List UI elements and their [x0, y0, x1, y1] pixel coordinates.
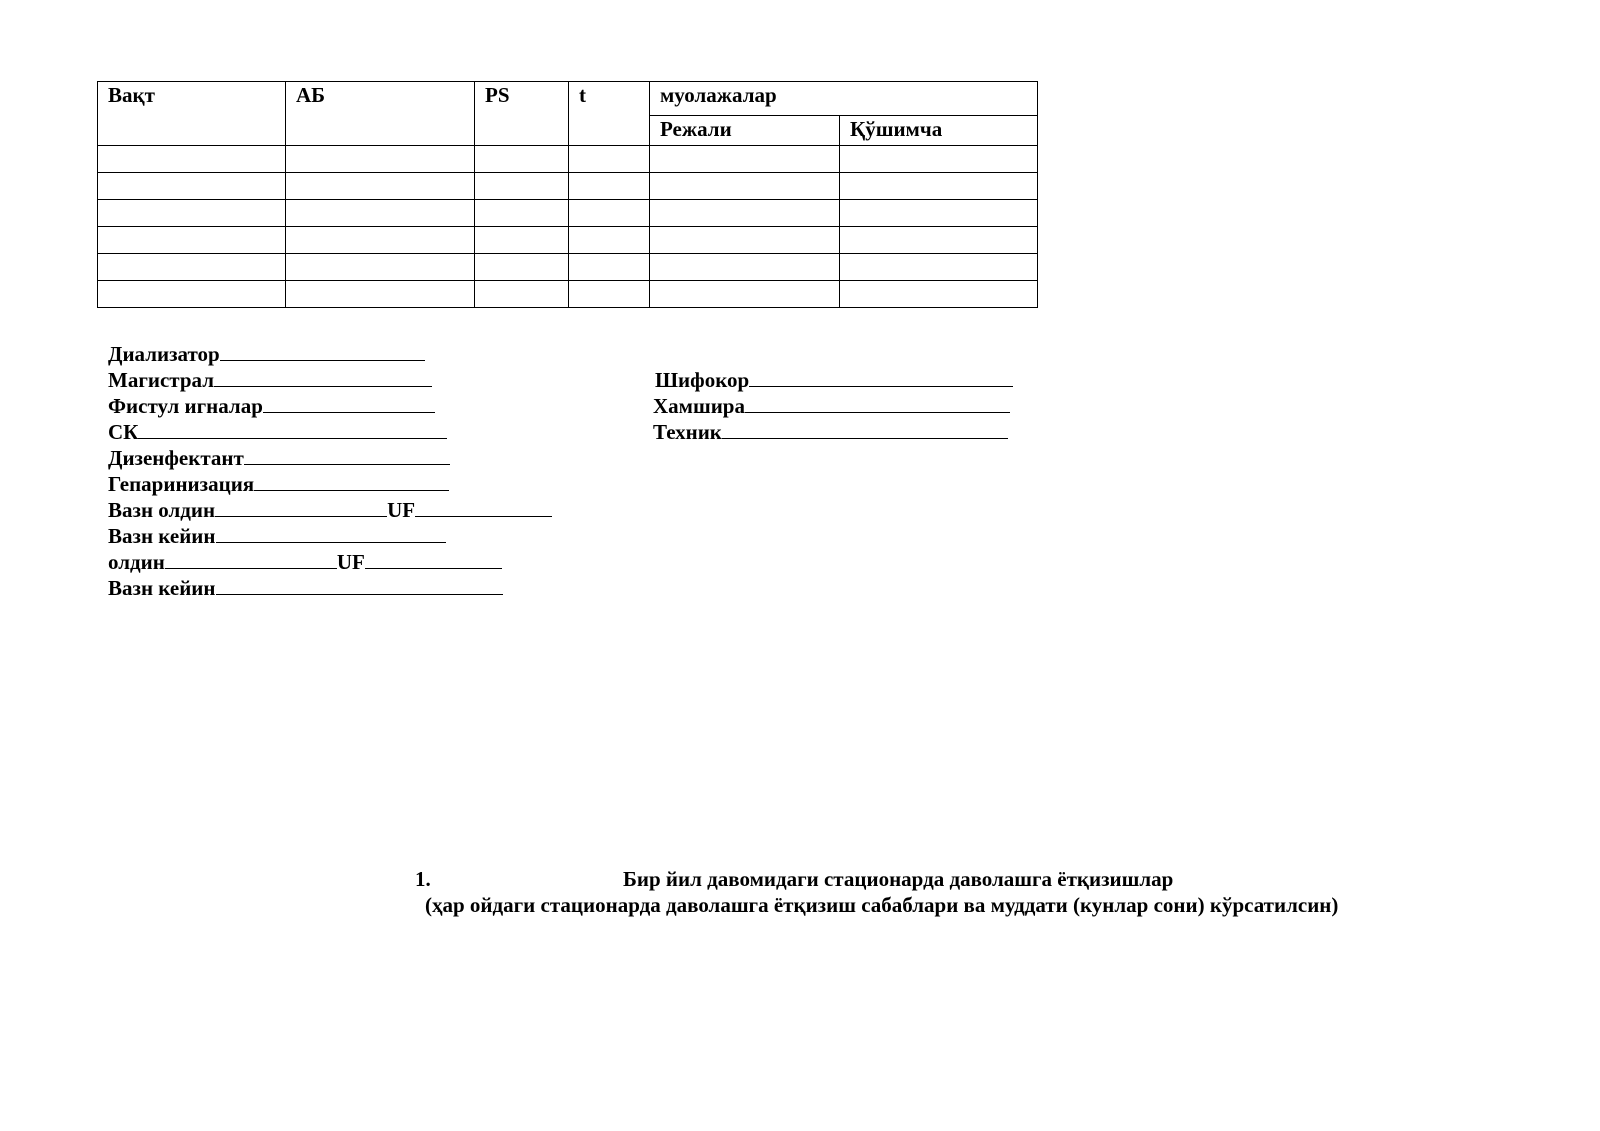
field-line	[108, 366, 552, 392]
table-row	[98, 173, 1038, 200]
field-label-uf: UF	[336, 550, 365, 574]
table-cell[interactable]	[650, 173, 840, 200]
field-label: Шифокор	[655, 368, 750, 392]
table-cell[interactable]	[286, 281, 475, 308]
table-cell[interactable]	[569, 200, 650, 227]
table-cell[interactable]	[286, 227, 475, 254]
fill-in-blank[interactable]	[722, 418, 1008, 439]
table-cell[interactable]	[569, 146, 650, 173]
staff-signatures	[655, 366, 1013, 444]
table-cell[interactable]	[475, 254, 569, 281]
field-fistula-needles	[108, 392, 552, 418]
table-cell[interactable]	[286, 200, 475, 227]
field-label: Вазн кейин	[108, 524, 216, 548]
field-label: Гепаринизация	[108, 472, 255, 496]
table-cell[interactable]	[650, 146, 840, 173]
table-row	[98, 227, 1038, 254]
field-label: Магистрал	[108, 368, 214, 392]
table-cell[interactable]	[650, 254, 840, 281]
fill-in-blank[interactable]	[263, 392, 435, 413]
fill-in-blank[interactable]	[749, 366, 1013, 387]
field-label: Вазн кейин	[108, 576, 216, 600]
header-treatments: муолажалар	[650, 82, 1038, 116]
field-label: Хамшира	[653, 394, 745, 418]
table-cell[interactable]	[98, 200, 286, 227]
field-dialyzer	[108, 340, 552, 366]
table-cell[interactable]	[569, 254, 650, 281]
field-nurse	[653, 392, 1013, 418]
field-weight-after	[108, 522, 552, 548]
table-cell[interactable]	[98, 146, 286, 173]
table-cell[interactable]	[840, 146, 1038, 173]
table-cell[interactable]	[286, 173, 475, 200]
field-weight-after	[108, 574, 552, 600]
field-doctor	[655, 366, 1013, 392]
field-weight-before	[108, 496, 552, 522]
table-row	[98, 200, 1038, 227]
field-label: Техник	[653, 420, 722, 444]
table-cell[interactable]	[569, 227, 650, 254]
header-t: t	[569, 82, 650, 146]
session-fields	[108, 340, 552, 600]
field-technician	[653, 418, 1013, 444]
table-cell[interactable]	[840, 227, 1038, 254]
field-sk	[108, 418, 552, 444]
table-cell[interactable]	[569, 281, 650, 308]
table-cell[interactable]	[286, 146, 475, 173]
fill-in-blank[interactable]	[165, 548, 337, 569]
table-cell[interactable]	[840, 173, 1038, 200]
section-number: 1.	[415, 867, 431, 891]
header-additional: Қўшимча	[840, 116, 1038, 146]
fill-in-blank[interactable]	[216, 522, 446, 543]
table-row	[98, 254, 1038, 281]
fill-in-blank[interactable]	[745, 392, 1010, 413]
table-row	[98, 281, 1038, 308]
field-label: СК	[108, 420, 139, 444]
table-cell[interactable]	[650, 200, 840, 227]
table-cell[interactable]	[98, 281, 286, 308]
fill-in-blank[interactable]	[215, 496, 387, 517]
fill-in-blank[interactable]	[365, 548, 502, 569]
section-title: Бир йил давомидаги стационарда даволашга ётқизишлар	[623, 867, 1174, 891]
table-cell[interactable]	[569, 173, 650, 200]
table-cell[interactable]	[840, 254, 1038, 281]
header-ab: АБ	[286, 82, 475, 146]
field-label: Фистул игналар	[108, 394, 263, 418]
fill-in-blank[interactable]	[244, 444, 450, 465]
field-heparinization	[108, 470, 552, 496]
field-disinfectant	[108, 444, 552, 470]
table-cell[interactable]	[98, 254, 286, 281]
field-label: олдин	[108, 550, 165, 574]
header-ps: PS	[475, 82, 569, 146]
table-cell[interactable]	[650, 227, 840, 254]
fill-in-blank[interactable]	[220, 340, 425, 361]
table-cell[interactable]	[475, 227, 569, 254]
header-planned: Режали	[650, 116, 840, 146]
table-cell[interactable]	[475, 200, 569, 227]
table-cell[interactable]	[475, 281, 569, 308]
field-before	[108, 548, 552, 574]
field-label: Вазн олдин	[108, 498, 216, 522]
fill-in-blank[interactable]	[138, 418, 447, 439]
fill-in-blank[interactable]	[415, 496, 552, 517]
table-cell[interactable]	[475, 146, 569, 173]
fill-in-blank[interactable]	[214, 366, 432, 387]
fill-in-blank[interactable]	[216, 574, 503, 595]
field-label-uf: UF	[387, 498, 416, 522]
table-cell[interactable]	[840, 200, 1038, 227]
fill-in-blank[interactable]	[254, 470, 449, 491]
section-subtitle: (ҳар ойдаги стационарда даволашга ётқизиш сабаблари ва муддати (кунлар сони) кўрсатилсин)	[425, 893, 1339, 917]
table-cell[interactable]	[475, 173, 569, 200]
table-cell[interactable]	[98, 173, 286, 200]
hemodialysis-table	[97, 81, 1038, 308]
table-cell[interactable]	[286, 254, 475, 281]
header-time: Вақт	[98, 82, 286, 146]
table-cell[interactable]	[840, 281, 1038, 308]
table-cell[interactable]	[98, 227, 286, 254]
table-cell[interactable]	[650, 281, 840, 308]
table-row	[98, 146, 1038, 173]
field-label: Дизенфектант	[108, 446, 244, 470]
field-label: Диализатор	[108, 342, 220, 366]
